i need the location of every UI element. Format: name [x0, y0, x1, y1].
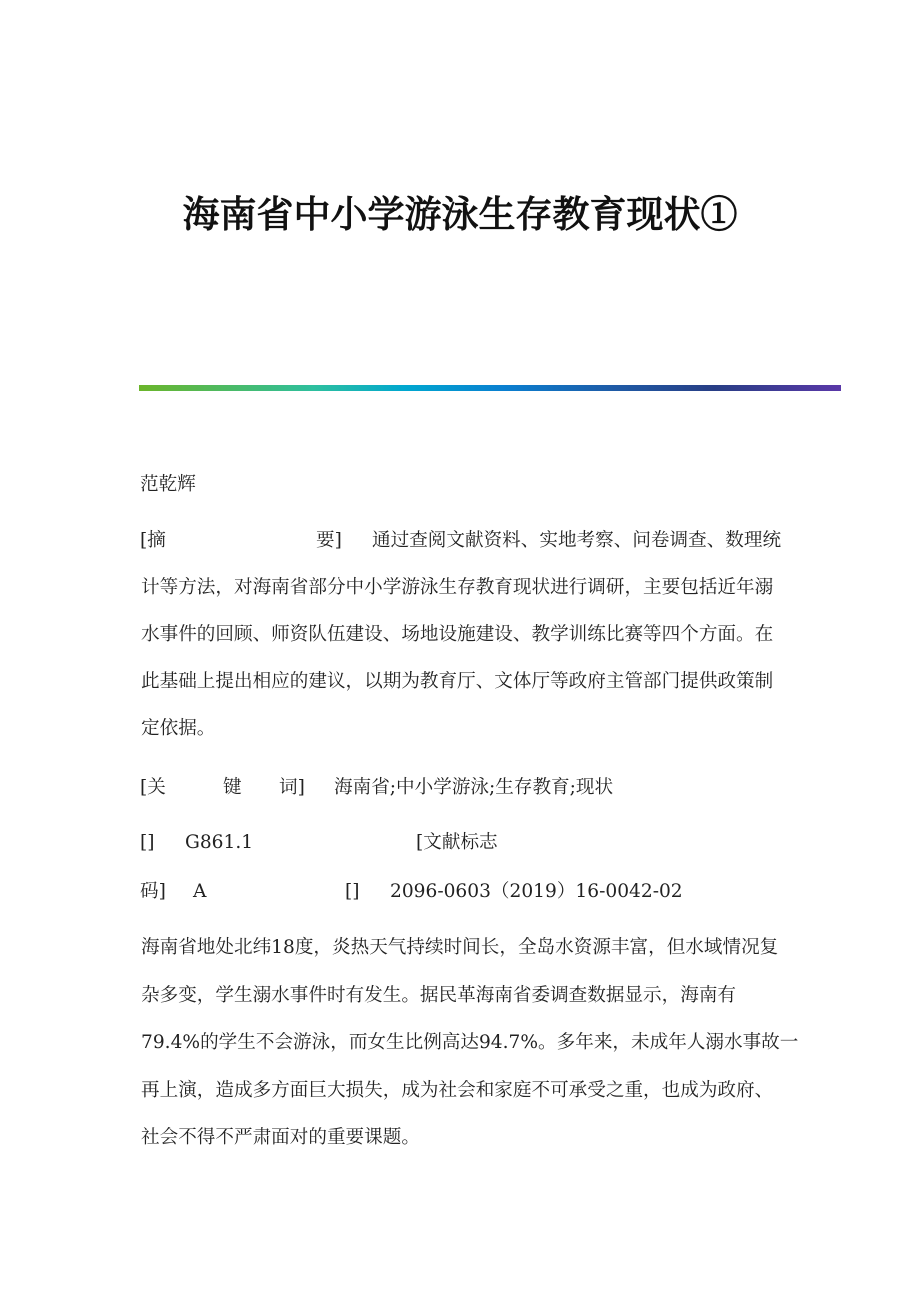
classification-code: G861.1: [185, 832, 254, 853]
document-title: 海南省中小学游泳生存教育现状①: [182, 192, 738, 236]
keywords-label: 键: [223, 777, 242, 798]
body-line: 79.4%的学生不会游泳，而女生比例高达94.7%。多年来，未成年人溺水事故一: [141, 1032, 799, 1053]
abstract-label-open: [摘: [140, 530, 166, 551]
document-code: A: [193, 881, 207, 902]
keywords-label: [关: [140, 777, 166, 798]
abstract-line: 水事件的回顾、师资队伍建设、场地设施建设、教学训练比赛等四个方面。在: [141, 624, 774, 645]
classification-bracket: []: [140, 832, 155, 853]
body-line: 社会不得不严肃面对的重要课题。: [141, 1127, 420, 1148]
article-number-bracket: []: [345, 881, 360, 902]
body-line: 海南省地处北纬18度，炎热天气持续时间长，全岛水资源丰富，但水域情况复: [141, 937, 779, 958]
document-code-label: [文献标志: [416, 832, 498, 853]
keywords-value: 海南省;中小学游泳;生存教育;现状: [334, 777, 614, 798]
keywords-label: 词]: [279, 777, 305, 798]
abstract-label-close: 要]: [316, 530, 342, 551]
article-number: 2096-0603（2019）16-0042-02: [390, 881, 683, 902]
abstract-line: 计等方法，对海南省部分中小学游泳生存教育现状进行调研，主要包括近年溺: [141, 577, 774, 598]
body-line: 再上演，造成多方面巨大损失，成为社会和家庭不可承受之重，也成为政府、: [141, 1080, 774, 1101]
author: 范乾辉: [140, 474, 196, 495]
body-line: 杂多变，学生溺水事件时有发生。据民革海南省委调查数据显示，海南有: [141, 985, 737, 1006]
abstract-line: 此基础上提出相应的建议，以期为教育厅、文体厅等政府主管部门提供政策制: [141, 671, 774, 692]
abstract-line: 定依据。: [141, 718, 216, 739]
title-divider: [139, 385, 841, 391]
document-code-label: 码]: [140, 881, 166, 902]
abstract-line: 通过查阅文献资料、实地考察、问卷调查、数理统: [372, 530, 782, 551]
